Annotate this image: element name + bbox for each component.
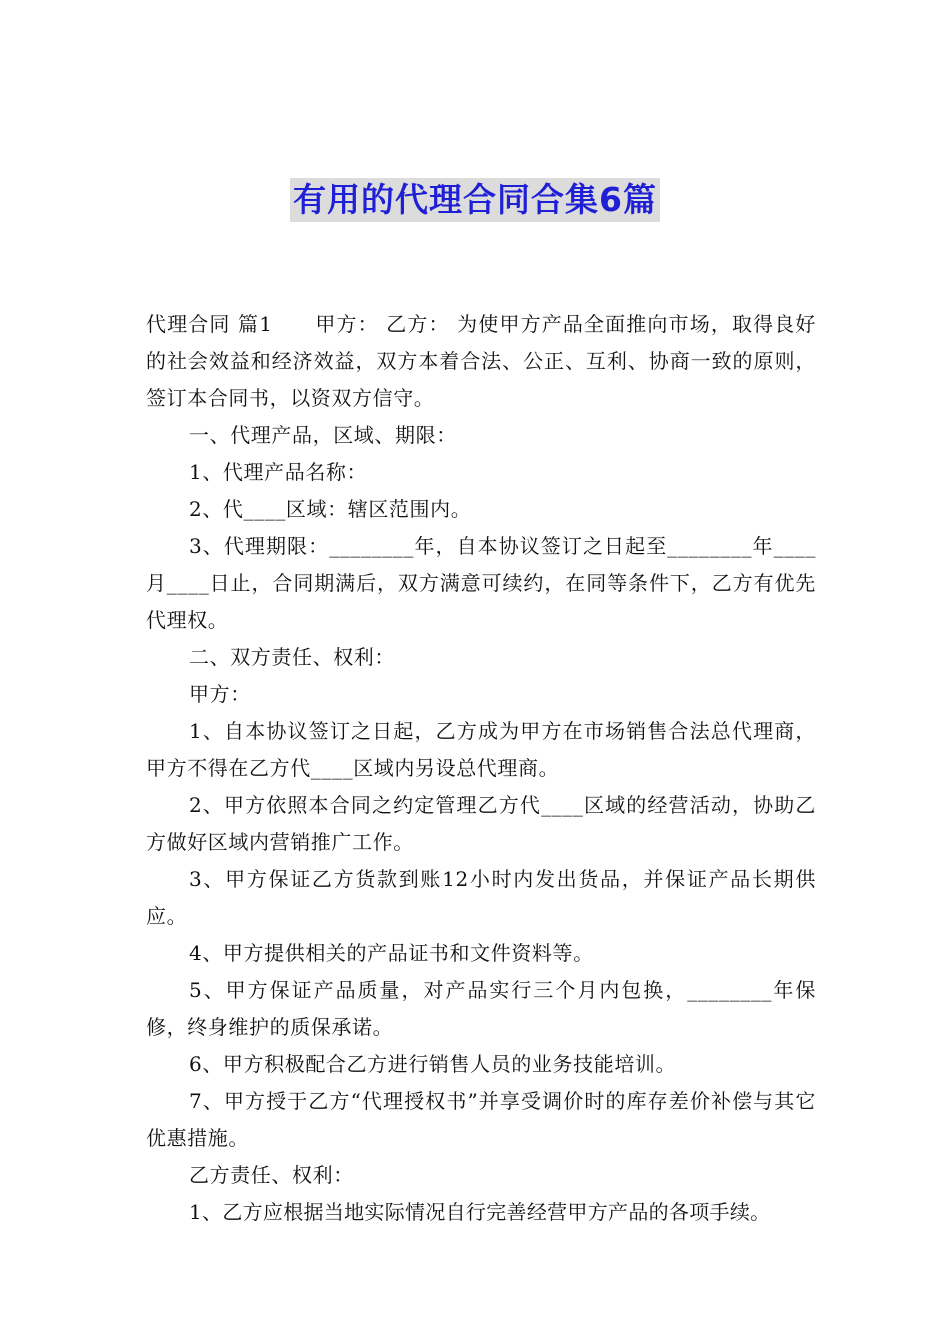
- document-title: 有用的代理合同合集6篇: [290, 178, 660, 222]
- paragraph: 4、甲方提供相关的产品证书和文件资料等。: [189, 941, 594, 965]
- section-heading-1: 一、代理产品，区域、期限：: [189, 423, 457, 447]
- paragraph: 6、甲方积极配合乙方进行销售人员的业务技能培训。: [189, 1052, 677, 1076]
- paragraph-intro: 代理合同 篇1 甲方： 乙方： 为使甲方产品全面推向市场，取得良好的社会效益和经济效益，双方本着合法、公正、互利、协商一致的原则，签订本合同书，以资双方信守。: [146, 312, 816, 410]
- paragraph: 1、自本协议签订之日起，乙方成为甲方在市场销售合法总代理商，甲方不得在乙方代____区域内另设总代理商。: [146, 719, 816, 780]
- paragraph: 3、甲方保证乙方货款到账12小时内发出货品，并保证产品长期供应。: [146, 867, 816, 928]
- paragraph: 5、甲方保证产品质量，对产品实行三个月内包换，________年保修，终身维护的质保承诺。: [146, 978, 816, 1039]
- paragraph: 1、乙方应根据当地实际情况自行完善经营甲方产品的各项手续。: [189, 1200, 771, 1224]
- paragraph: 7、甲方授于乙方“代理授权书”并享受调价时的库存差价补偿与其它优惠措施。: [146, 1089, 816, 1150]
- paragraph: 2、代____区域：辖区范围内。: [189, 497, 472, 521]
- document-body: [146, 306, 816, 1231]
- party-a-heading: 甲方：: [189, 682, 251, 706]
- party-b-heading: 乙方责任、权利：: [189, 1163, 354, 1187]
- paragraph: 1、代理产品名称：: [189, 460, 368, 484]
- document-title-block: [0, 178, 950, 228]
- section-heading-2: 二、双方责任、权利：: [189, 645, 395, 669]
- paragraph: 2、甲方依照本合同之约定管理乙方代____区域的经营活动，协助乙方做好区域内营销推广工作。: [146, 793, 816, 854]
- paragraph: 3、代理期限：________年，自本协议签订之日起至________年____月____日止，合同期满后，双方满意可续约，在同等条件下，乙方有优先代理权。: [146, 534, 816, 632]
